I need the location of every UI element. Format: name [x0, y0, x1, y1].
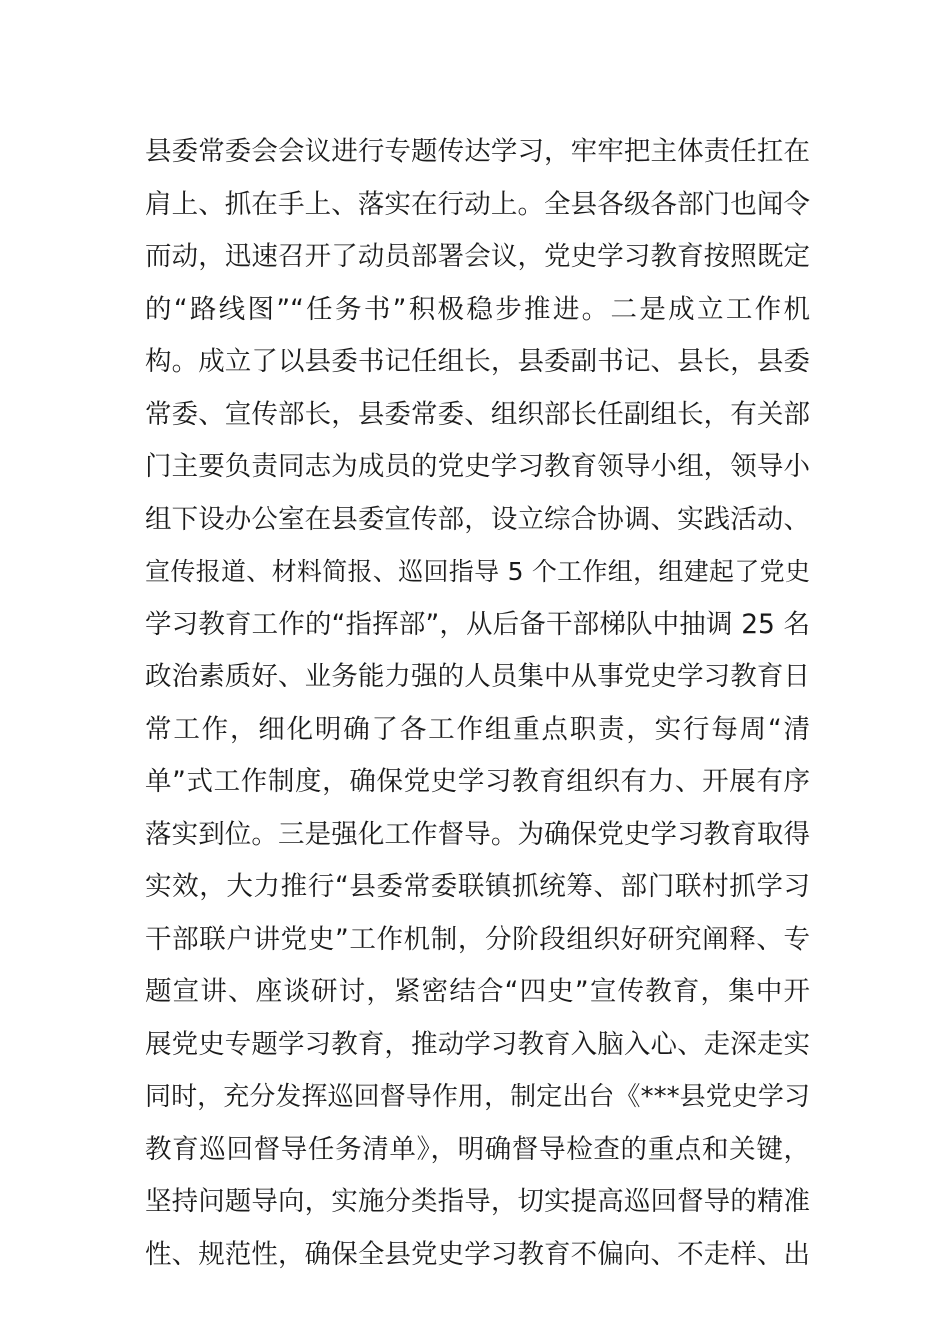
text-line: 展党史专题学习教育，推动学习教育入脑入心、走深走实: [145, 1028, 810, 1060]
text-line: 实效，大力推行“县委常委联镇抓统筹、部门联村抓学习: [145, 871, 810, 902]
text-line: 同时，充分发挥巡回督导作用，制定出台《***县党史学习: [145, 1082, 810, 1112]
text-line: 政治素质好、业务能力强的人员集中从事党史学习教育日: [145, 661, 810, 692]
text-line: 常委、宣传部长，县委常委、组织部长任副组长，有关部: [145, 398, 810, 430]
text-line: 坚持问题导向，实施分类指导，切实提高巡回督导的精准: [145, 1186, 810, 1217]
text-line: 单”式工作制度，确保党史学习教育组织有力、开展有序: [145, 766, 810, 797]
text-line: 县委常委会会议进行专题传达学习，牢牢把主体责任扛在: [145, 136, 810, 167]
text-line: 教育巡回督导任务清单》，明确督导检查的重点和关键，: [145, 1133, 810, 1165]
text-line: 构。成立了以县委书记任组长，县委副书记、县长，县委: [145, 346, 810, 377]
text-line: 肩上、抓在手上、落实在行动上。全县各级各部门也闻令: [145, 188, 810, 220]
text-line: 题宣讲、座谈研讨，紧密结合“四史”宣传教育，集中开: [145, 976, 810, 1007]
text-line: 学习教育工作的“指挥部”，从后备干部梯队中抽调 25 名: [145, 608, 810, 640]
text-line: 性、规范性，确保全县党史学习教育不偏向、不走样、出: [145, 1238, 810, 1270]
text-line: 常工作，细化明确了各工作组重点职责，实行每周“清: [145, 713, 810, 745]
text-line: 的“路线图”“任务书”积极稳步推进。二是成立工作机: [145, 293, 810, 325]
text-line: 而动，迅速召开了动员部署会议，党史学习教育按照既定: [145, 241, 810, 272]
text-line: 宣传报道、材料简报、巡回指导 5 个工作组，组建起了党史: [145, 557, 810, 586]
body-text: [145, 126, 810, 1281]
text-line: 门主要负责同志为成员的党史学习教育领导小组，领导小: [145, 451, 810, 482]
text-line: 干部联户讲党史”工作机制，分阶段组织好研究阐释、专: [145, 923, 810, 955]
text-line: 组下设办公室在县委宣传部，设立综合协调、实践活动、: [145, 503, 810, 535]
text-line: 落实到位。三是强化工作督导。为确保党史学习教育取得: [145, 818, 810, 850]
